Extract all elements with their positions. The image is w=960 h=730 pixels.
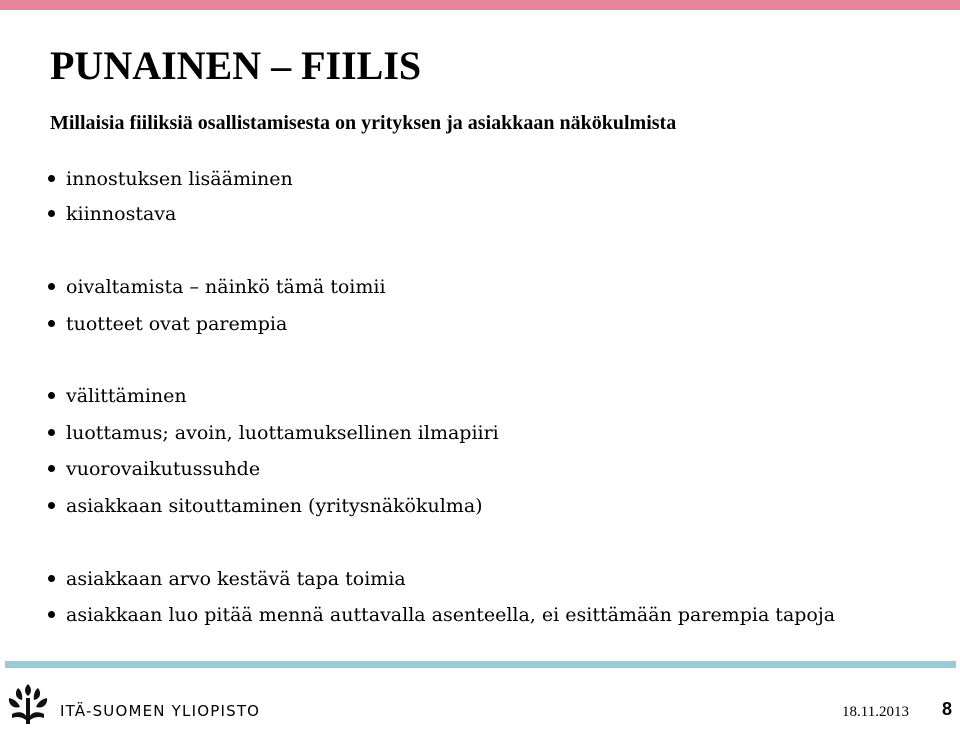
list-item [48,456,260,482]
bullet-dot-icon [48,283,55,290]
bullet-dot-icon [48,429,55,436]
list-item [48,420,499,446]
list-item [48,493,483,519]
bottom-accent-bar [5,661,956,668]
list-item-text: asiakkaan sitouttaminen (yritysnäkökulma) [66,495,483,517]
list-item-text: kiinnostava [66,203,177,225]
list-item-text: vuorovaikutussuhde [66,458,261,480]
bullet-dot-icon [48,320,55,327]
list-item [48,311,287,337]
bullet-dot-icon [48,210,55,217]
bullet-dot-icon [48,175,55,182]
list-item-text: oivaltamista – näinkö tämä toimii [66,276,386,298]
list-item [48,602,835,628]
bullet-dot-icon [48,392,55,399]
bullet-dot-icon [48,465,55,472]
university-name: ITÄ-SUOMEN YLIOPISTO [60,702,261,720]
list-item [48,201,176,227]
slide-title: PUNAINEN – FIILIS [50,43,422,88]
list-item [48,383,187,409]
list-item [48,166,293,192]
list-item-text: asiakkaan arvo kestävä tapa toimia [66,568,406,590]
list-item-text: luottamus; avoin, luottamuksellinen ilmapiiri [66,422,499,444]
university-logo-icon [6,680,50,726]
bullet-dot-icon [48,611,55,618]
list-item-text: tuotteet ovat parempia [66,313,288,335]
list-item [48,566,406,592]
slide-date: 18.11.2013 [842,704,909,720]
page-number: 8 [942,699,953,719]
bullet-dot-icon [48,575,55,582]
bullet-dot-icon [48,502,55,509]
list-item-text: innostuksen lisääminen [66,168,293,190]
list-item-text: välittäminen [66,385,187,407]
list-item-text: asiakkaan luo pitää mennä auttavalla asenteella, ei esittämään parempia tapoja [66,604,836,626]
list-item [48,274,386,300]
top-accent-bar [0,0,960,10]
slide-subtitle: Millaisia fiiliksiä osallistamisesta on yrityksen ja asiakkaan näkökulmista [50,112,677,134]
